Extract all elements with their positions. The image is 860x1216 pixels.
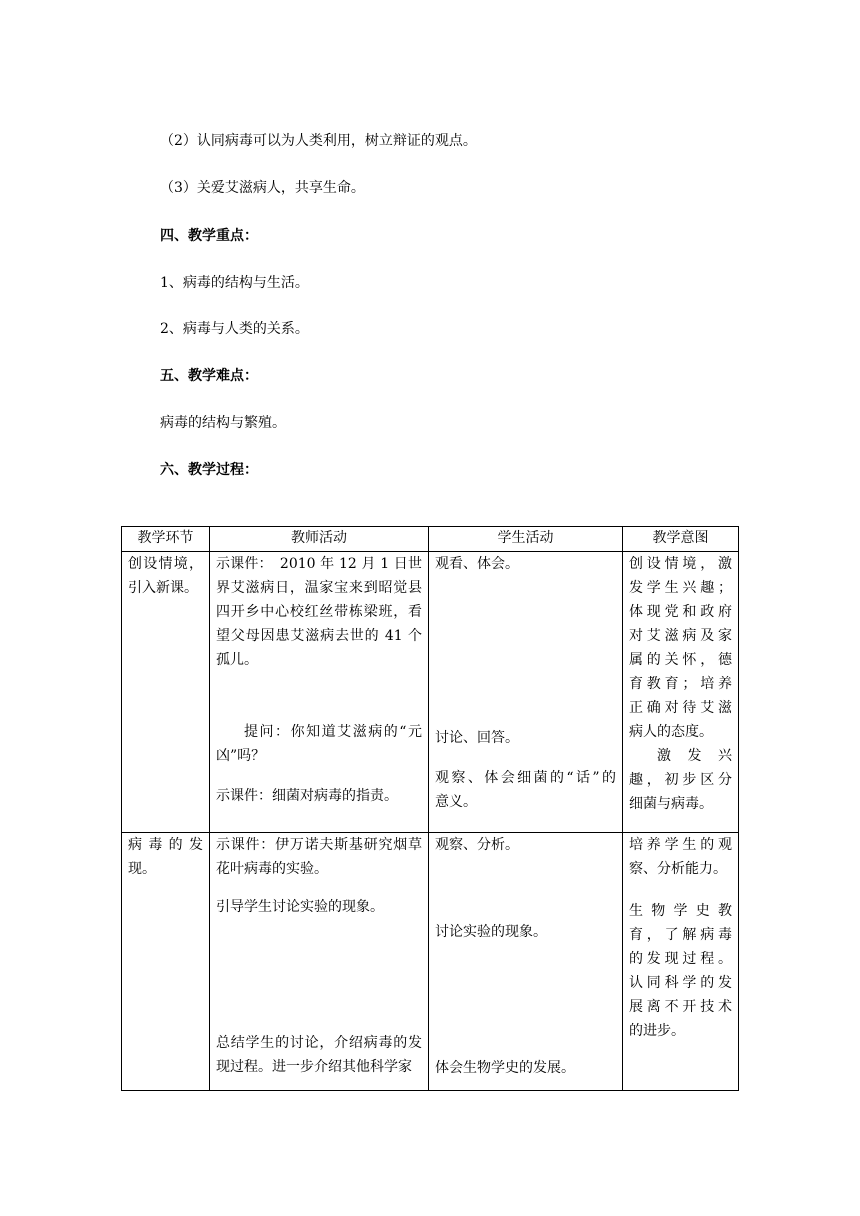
- intent-line: 认同科学的发: [629, 975, 732, 991]
- heading-difficulties: 五、教学难点：: [160, 368, 258, 384]
- intent-line: 属的关怀，德: [629, 652, 732, 668]
- intent-line: 体现党和政府: [629, 604, 732, 620]
- student-line: 观看、体会。: [435, 556, 519, 572]
- stage-line: 现。: [128, 861, 156, 877]
- lesson-table: [121, 526, 739, 1091]
- heading-process: 六、教学过程：: [160, 462, 258, 478]
- objective-2: （2）认同病毒可以为人类利用，树立辩证的观点。: [160, 133, 477, 149]
- header-student: 学生活动: [429, 527, 623, 552]
- intent-line: 病人的态度。: [629, 724, 713, 740]
- teacher-line: 示课件： 2010 年 12 月 1 日世: [216, 556, 422, 572]
- intent-line: 的进步。: [629, 1023, 685, 1039]
- intent-line: 育，了解病毒: [629, 927, 732, 943]
- teacher-line: 示课件：伊万诺夫斯基研究烟草: [216, 837, 422, 853]
- teacher-question: 提问：你知道艾滋病的“元: [244, 724, 422, 740]
- teacher-line: 花叶病毒的实验。: [216, 861, 328, 877]
- teacher-line: 总结学生的讨论，介绍病毒的发: [216, 1035, 422, 1051]
- student-line: 讨论、回答。: [435, 730, 519, 746]
- student-line: 观察、分析。: [435, 837, 519, 853]
- teacher-line: 界艾滋病日，温家宝来到昭觉县: [216, 580, 422, 596]
- cell-teacher: [210, 552, 429, 833]
- table-row: [122, 833, 739, 1091]
- cell-student: [429, 833, 623, 1091]
- stage-line: 创设情境，: [128, 556, 203, 572]
- header-teacher: 教师活动: [210, 527, 429, 552]
- teacher-question: 凶”吗？: [216, 748, 266, 764]
- cell-stage: [122, 833, 210, 1091]
- intent-line: 创设情境，激: [629, 556, 732, 572]
- student-line: 意义。: [435, 794, 477, 810]
- intent-line: 发学生兴趣；: [629, 580, 732, 596]
- intent-line: 激发兴: [657, 748, 732, 764]
- student-line: 讨论实验的现象。: [435, 924, 547, 940]
- cell-student: [429, 552, 623, 833]
- teacher-line: 引导学生讨论实验的现象。: [216, 899, 384, 915]
- key-point-2: 2、病毒与人类的关系。: [160, 321, 309, 337]
- intent-line: 细菌与病毒。: [629, 796, 713, 812]
- intent-line: 展离不开技术: [629, 999, 732, 1015]
- teacher-line: 现过程。进一步介绍其他科学家: [216, 1059, 412, 1075]
- student-line: 体会生物学史的发展。: [435, 1060, 575, 1076]
- difficulty-text: 病毒的结构与繁殖。: [160, 415, 286, 431]
- cell-stage: [122, 552, 210, 833]
- intent-line: 育教育；培养: [629, 676, 732, 692]
- cell-intent: [623, 552, 739, 833]
- teacher-line: 望父母因患艾滋病去世的 41 个: [216, 628, 422, 644]
- table-row: [122, 552, 739, 833]
- student-line: 观察、体会细菌的“话”的: [435, 770, 616, 786]
- objective-3: （3）关爱艾滋病人，共享生命。: [160, 180, 365, 196]
- intent-line: 正确对待艾滋: [629, 700, 732, 716]
- table-header-row: [122, 527, 739, 552]
- cell-teacher: [210, 833, 429, 1091]
- header-stage: 教学环节: [122, 527, 210, 552]
- intent-line: 趣，初步区分: [629, 772, 732, 788]
- intent-line: 察、分析能力。: [629, 861, 727, 877]
- key-point-1: 1、病毒的结构与生活。: [160, 275, 309, 291]
- cell-intent: [623, 833, 739, 1091]
- intent-line: 对艾滋病及家: [629, 628, 732, 644]
- intent-line: 培养学生的观: [629, 837, 732, 853]
- intent-line: 生物学史教: [629, 903, 732, 919]
- intent-line: 的发现过程。: [629, 951, 732, 967]
- stage-line: 引入新课。: [128, 580, 198, 596]
- stage-line: 病毒的发: [128, 837, 203, 853]
- header-intent: 教学意图: [623, 527, 739, 552]
- heading-key-points: 四、教学重点：: [160, 228, 258, 244]
- teacher-line: 示课件：细菌对病毒的指责。: [216, 788, 398, 804]
- teacher-line: 四开乡中心校红丝带栋梁班，看: [216, 604, 422, 620]
- teacher-line: 孤儿。: [216, 652, 258, 668]
